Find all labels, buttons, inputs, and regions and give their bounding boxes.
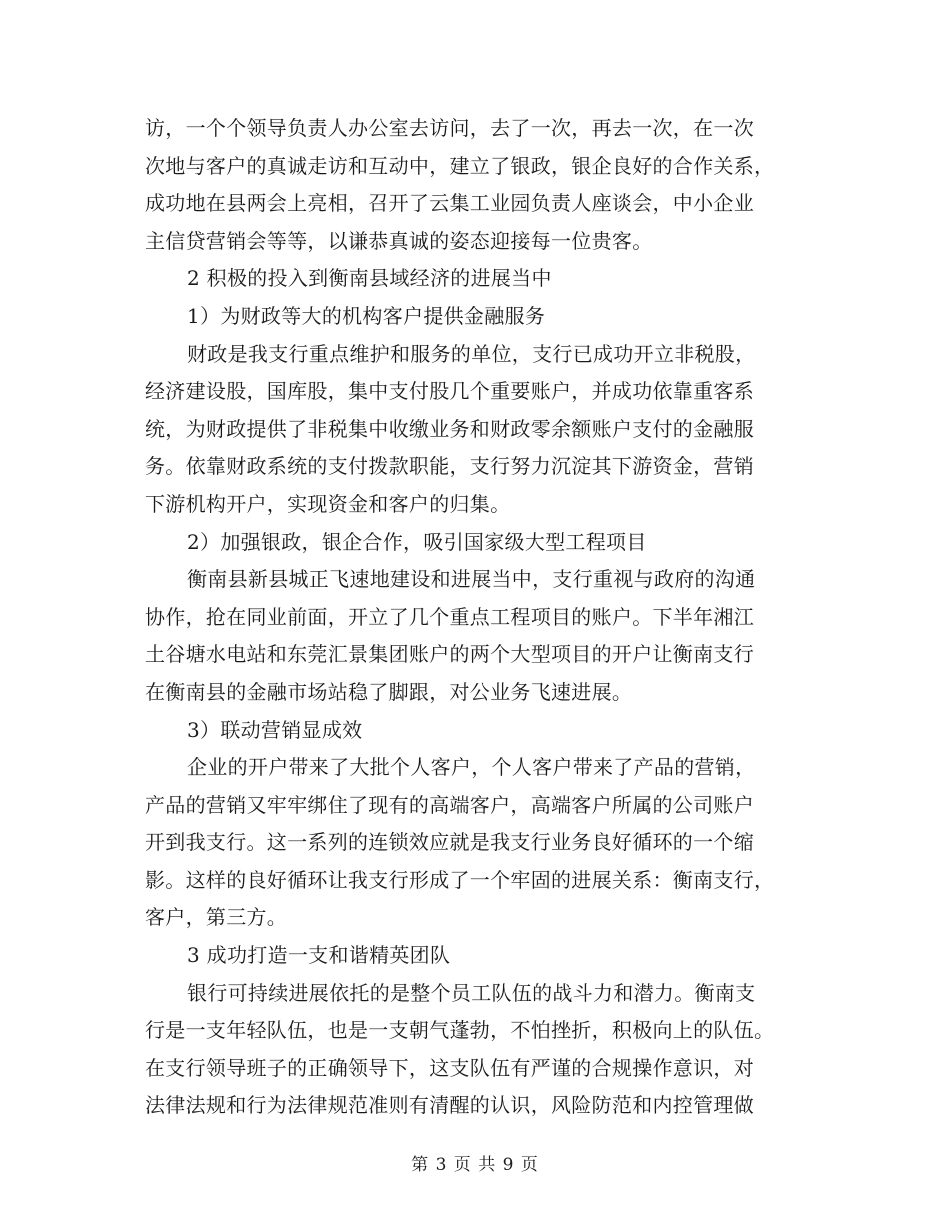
text-line: 主信贷营销会等等，以谦恭真诚的姿态迎接每一位贵客。 bbox=[145, 228, 653, 253]
text-line: 影。这样的良好循环让我支行形成了一个牢固的进展关系：衡南支行， bbox=[145, 867, 775, 892]
text-line: 行是一支年轻队伍，也是一支朝气蓬勃，不怕挫折，积极向上的队伍。 bbox=[145, 1018, 775, 1043]
text-line: 1）为财政等大的机构客户提供金融服务 bbox=[187, 303, 546, 328]
text-line: 统，为财政提供了非税集中收缴业务和财政零余额账户支付的金融服 bbox=[145, 416, 754, 441]
text-line: 法律法规和行为法律规范准则有清醒的认识，风险防范和内控管理做 bbox=[145, 1093, 754, 1118]
text-line: 土谷塘水电站和东莞汇景集团账户的两个大型项目的开户让衡南支行 bbox=[145, 642, 754, 667]
text-line: 产品的营销又牢牢绑住了现有的高端客户，高端客户所属的公司账户 bbox=[145, 792, 754, 817]
text-line: 企业的开户带来了大批个人客户，个人客户带来了产品的营销， bbox=[187, 755, 756, 780]
text-line: 成功地在县两会上亮相，召开了云集工业园负责人座谈会，中小企业 bbox=[145, 191, 754, 216]
text-line: 在支行领导班子的正确领导下，这支队伍有严谨的合规操作意识，对 bbox=[145, 1055, 754, 1080]
text-line: 2）加强银政，银企合作，吸引国家级大型工程项目 bbox=[187, 529, 647, 554]
text-line: 经济建设股，国库股，集中支付股几个重要账户，并成功依靠重客系 bbox=[145, 379, 754, 404]
text-line: 协作，抢在同业前面，开立了几个重点工程项目的账户。下半年湘江 bbox=[145, 604, 754, 629]
text-line: 访，一个个领导负责人办公室去访问，去了一次，再去一次，在一次 bbox=[145, 116, 754, 140]
page-footer: 第 3 页 共 9 页 bbox=[411, 1155, 539, 1175]
text-line: 客户，第三方。 bbox=[145, 905, 288, 930]
text-line: 次地与客户的真诚走访和互动中，建立了银政，银企良好的合作关系， bbox=[145, 153, 775, 178]
text-line: 2 积极的投入到衡南县域经济的进展当中 bbox=[187, 266, 552, 291]
text-line: 在衡南县的金融市场站稳了脚跟，对公业务飞速进展。 bbox=[145, 679, 633, 704]
text-line: 开到我支行。这一系列的连锁效应就是我支行业务良好循环的一个缩 bbox=[145, 830, 754, 855]
text-line: 3 成功打造一支和谐精英团队 bbox=[187, 943, 451, 968]
text-line: 财政是我支行重点维护和服务的单位，支行已成功开立非税股， bbox=[187, 341, 756, 366]
text-line: 银行可持续进展依托的是整个员工队伍的战斗力和潜力。衡南支 bbox=[187, 980, 756, 1005]
text-line: 务。依靠财政系统的支付拨款职能，支行努力沉淀其下游资金，营销 bbox=[145, 454, 754, 479]
text-line: 衡南县新县城正飞速地建设和进展当中，支行重视与政府的沟通 bbox=[187, 567, 756, 592]
text-line: 3）联动营销显成效 bbox=[187, 717, 363, 742]
text-line: 下游机构开户，实现资金和客户的归集。 bbox=[145, 491, 511, 516]
document-body bbox=[145, 110, 810, 1125]
